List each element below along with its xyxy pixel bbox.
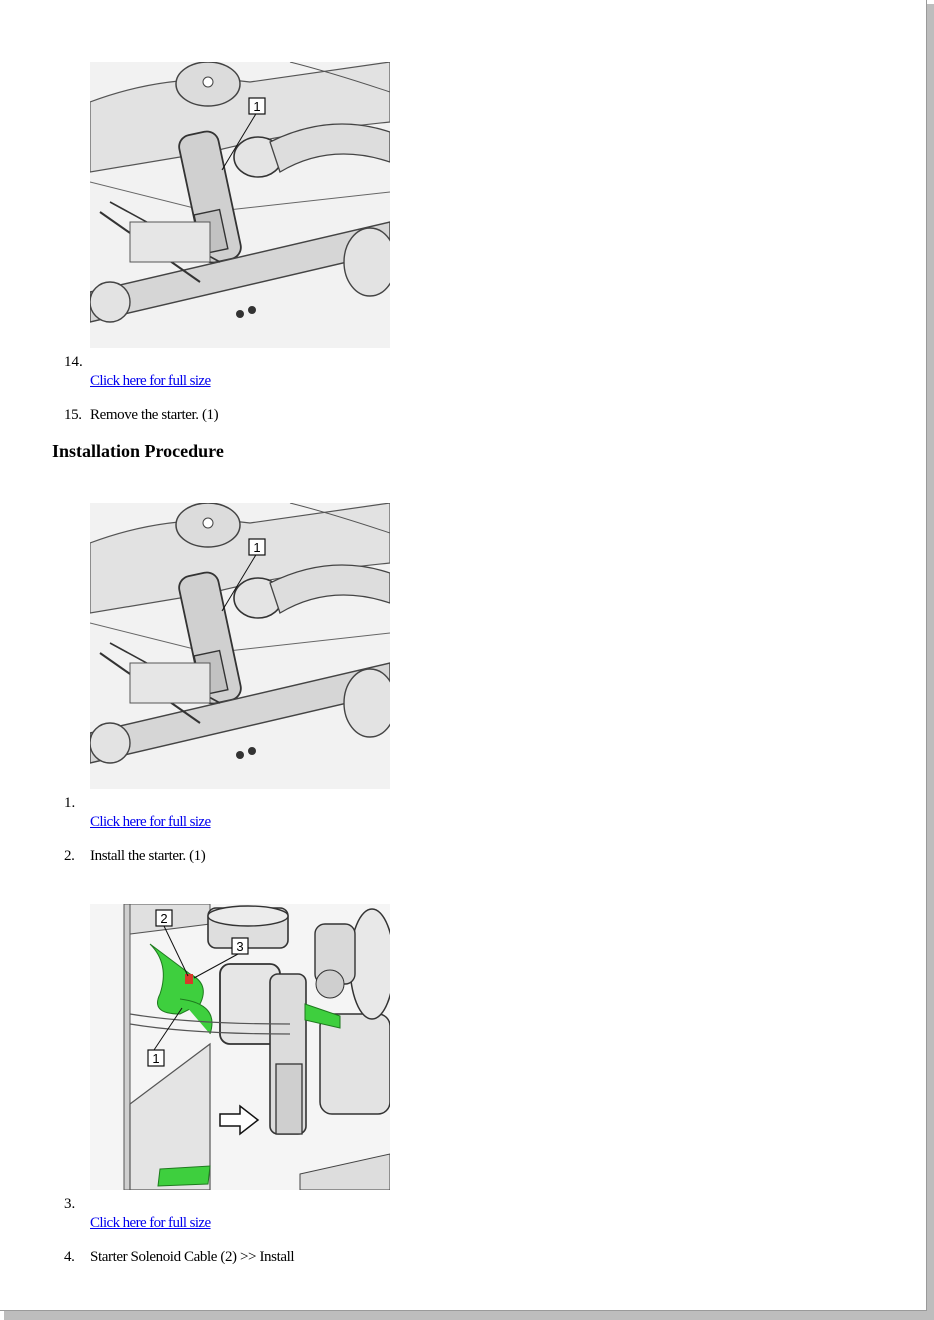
full-size-link[interactable]: Click here for full size (90, 1215, 211, 1231)
full-size-link[interactable]: Click here for full size (90, 814, 211, 830)
step-text: Starter Solenoid Cable (2) >> Install (90, 1249, 295, 1265)
callout-3-label: 3 (236, 939, 244, 954)
step-text: Remove the starter. (1) (90, 407, 219, 423)
callout-1-label: 1 (253, 99, 261, 114)
callout-2-label: 2 (160, 911, 168, 926)
page-shadow (927, 4, 934, 1320)
solenoid-cable-drawing (90, 904, 390, 1190)
figure-number: 3. (64, 1196, 76, 1212)
callout-1-label: 1 (152, 1051, 160, 1066)
step-number: 15. (64, 407, 82, 423)
full-size-link[interactable]: Click here for full size (90, 373, 211, 389)
step-number: 2. (64, 848, 75, 864)
step-text: Install the starter. (1) (90, 848, 206, 864)
installation-procedure-heading: Installation Procedure (52, 441, 224, 461)
step-install-starter (64, 848, 205, 865)
step-solenoid-cable (64, 1249, 294, 1266)
starter-removal-drawing (90, 62, 390, 348)
callout-1-label: 1 (253, 540, 261, 555)
solenoid-cable-illustration (90, 904, 390, 1190)
step-remove-starter (64, 407, 218, 424)
starter-installation-illustration (90, 503, 390, 789)
step-number: 4. (64, 1249, 75, 1265)
starter-installation-drawing (90, 503, 390, 789)
figure-number: 14. (64, 354, 83, 370)
page-shadow (4, 1311, 934, 1320)
figure-number: 1. (64, 795, 76, 811)
starter-removal-illustration (90, 62, 390, 348)
